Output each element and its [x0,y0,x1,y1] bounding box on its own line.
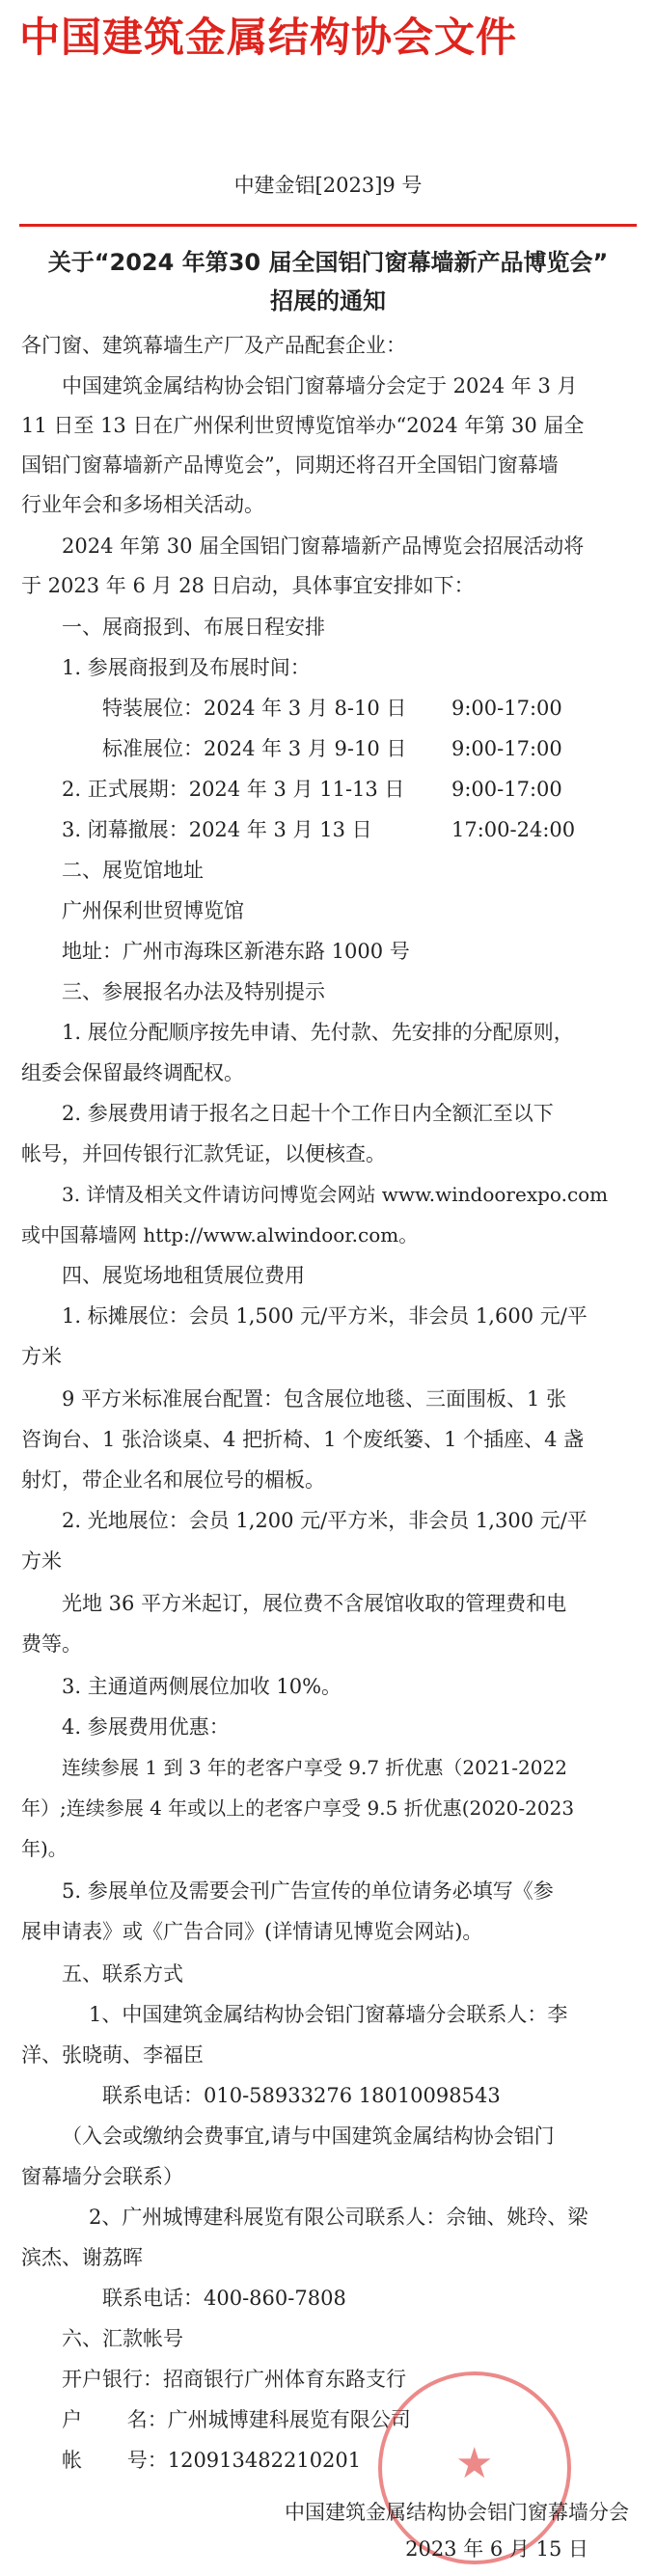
schedule-label: 2. 正式展期：2024 年 3 月 11-13 日 [62,778,405,801]
list-item: 1. 参展商报到及布展时间： [62,656,311,679]
contact-line: 滨杰、谢荔晖 [21,2246,143,2269]
contact-phone: 联系电话：010-58933276 18010098543 [102,2084,501,2107]
schedule-time: 17:00-24:00 [451,818,576,841]
paragraph-line: 行业年会和多场相关活动。 [21,493,264,516]
list-item: 3. 详情及相关文件请访问博览会网站 www.windoorexpo.com [62,1183,609,1206]
schedule-time: 9:00-17:00 [451,697,562,720]
list-item: 1. 标摊展位：会员 1,500 元/平方米，非会员 1,600 元/平 [62,1304,588,1328]
list-item: 2. 光地展位：会员 1,200 元/平方米，非会员 1,300 元/平 [62,1509,588,1532]
schedule-label: 3. 闭幕撤展：2024 年 3 月 13 日 [62,818,372,841]
document-number: 中建金铝[2023]9 号 [233,174,423,197]
paragraph-line: 光地 36 平方米起订，展位费不含展馆收取的管理费和电 [62,1592,567,1615]
section-heading: 四、展览场地租赁展位费用 [62,1264,305,1287]
section-heading: 二、展览馆地址 [62,859,204,882]
paragraph-line: 射灯，带企业名和展位号的楣板。 [21,1468,325,1492]
list-item: 方米 [21,1549,62,1573]
paragraph-line: 年）;连续参展 4 年或以上的老客户享受 9.5 折优惠(2020-2023 [21,1796,575,1820]
list-item: 2. 参展费用请于报名之日起十个工作日内全额汇至以下 [62,1102,554,1125]
list-item: 展申请表》或《广告合同》(详情请见博览会网站)。 [21,1920,483,1943]
paragraph-line: 国铝门窗幕墙新产品博览会”，同期还将召开全国铝门窗幕墙 [21,453,559,477]
header-divider [19,224,637,227]
contact-note: （入会或缴纳会费事宜,请与中国建筑金属结构协会铝门 [62,2124,555,2148]
issuer-signature: 中国建筑金属结构协会铝门窗幕墙分会 [285,2501,629,2524]
list-item: 或中国幕墙网 http://www.alwindoor.com。 [21,1223,419,1247]
venue-name: 广州保利世贸博览馆 [62,899,244,922]
account-number: 帐 号：120913482210201 [62,2449,362,2472]
section-heading: 三、参展报名办法及特别提示 [62,980,325,1003]
org-header-title: 中国建筑金属结构协会文件 [19,14,518,61]
paragraph-line: 2024 年第 30 届全国铝门窗幕墙新产品博览会招展活动将 [62,534,585,558]
list-item: 3. 主通道两侧展位加收 10%。 [62,1675,342,1698]
schedule-label: 特装展位：2024 年 3 月 8-10 日 [102,697,407,720]
paragraph-line: 年)。 [21,1837,68,1860]
paragraph-line: 中国建筑金属结构协会铝门窗幕墙分会定于 2024 年 3 月 [62,374,578,397]
list-item: 方米 [21,1345,62,1368]
list-item: 4. 参展费用优惠： [62,1715,230,1739]
seal-star-icon: ★ [455,2439,494,2488]
paragraph-line: 费等。 [21,1632,82,1656]
section-heading: 五、联系方式 [62,1962,183,1986]
list-item: 5. 参展单位及需要会刊广告宣传的单位请务必填写《参 [62,1879,554,1903]
salutation: 各门窗、建筑幕墙生产厂及产品配套企业： [21,334,406,357]
list-item: 帐号，并回传银行汇款凭证，以便核查。 [21,1142,386,1165]
notice-title-line1: 关于“2024 年第30 届全国铝门窗幕墙新产品博览会” [47,249,609,276]
contact-line: 1、中国建筑金属结构协会铝门窗幕墙分会联系人：李 [89,2003,568,2026]
contact-line: 2、广州城博建科展览有限公司联系人：佘铀、姚玲、梁 [89,2206,588,2229]
list-item: 组委会保留最终调配权。 [21,1061,244,1084]
paragraph-line: 9 平方米标准展台配置：包含展位地毯、三面围板、1 张 [62,1387,567,1411]
venue-address: 地址：广州市海珠区新港东路 1000 号 [62,940,410,963]
contact-note: 窗幕墙分会联系） [21,2165,183,2188]
paragraph-line: 咨询台、1 张洽谈桌、4 把折椅、1 个废纸篓、1 个插座、4 盏 [21,1428,585,1451]
contact-line: 洋、张晓萌、李福臣 [21,2043,204,2067]
list-item: 1. 展位分配顺序按先申请、先付款、先安排的分配原则， [62,1021,574,1044]
section-heading: 六、汇款帐号 [62,2327,183,2350]
issue-date: 2023 年 6 月 15 日 [405,2537,588,2561]
bank-name: 开户银行：招商银行广州体育东路支行 [62,2368,406,2391]
schedule-time: 9:00-17:00 [451,778,562,801]
account-name: 户 名：广州城博建科展览有限公司 [62,2408,411,2431]
schedule-label: 标准展位：2024 年 3 月 9-10 日 [102,737,407,760]
notice-title-line2: 招展的通知 [270,288,386,315]
section-heading: 一、展商报到、布展日程安排 [62,616,325,639]
official-seal [378,2371,571,2564]
paragraph-line: 连续参展 1 到 3 年的老客户享受 9.7 折优惠（2021-2022 [62,1756,567,1779]
paragraph-line: 11 日至 13 日在广州保利世贸博览馆举办“2024 年第 30 届全 [21,414,585,437]
paragraph-line: 于 2023 年 6 月 28 日启动，具体事宜安排如下： [21,574,475,597]
schedule-time: 9:00-17:00 [451,737,562,760]
contact-phone: 联系电话：400-860-7808 [102,2287,346,2310]
